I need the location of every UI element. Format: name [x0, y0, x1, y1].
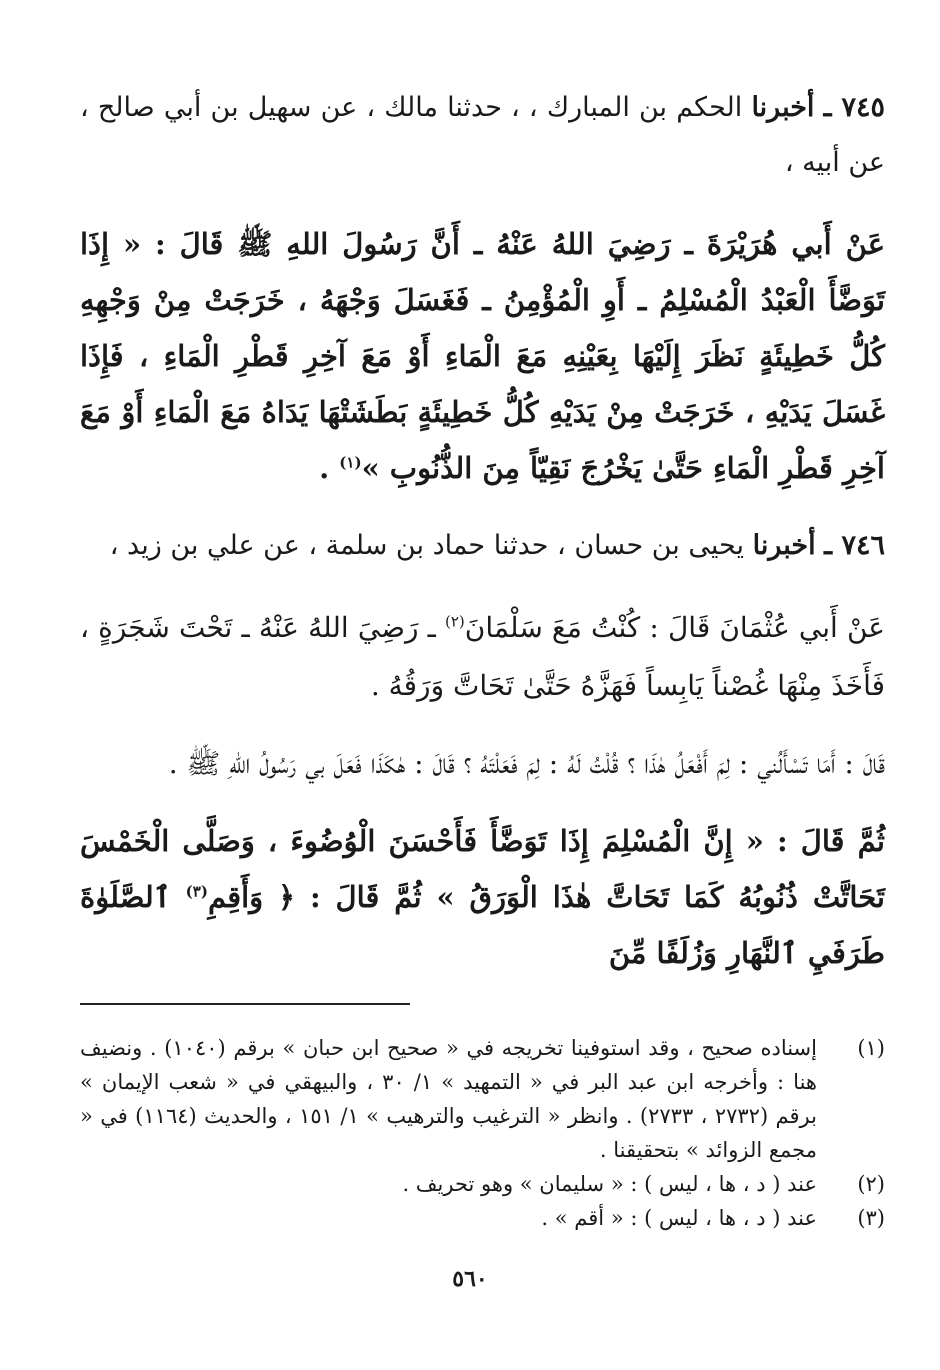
hadith-745-matn [80, 216, 885, 496]
footnote-3 [80, 1201, 885, 1235]
footnote-ref-3[interactable]: (٣) [185, 882, 208, 901]
page-number: ٥٦٠ [452, 1266, 488, 1292]
footnote-ref-2[interactable]: (٢) [444, 612, 465, 631]
footnote-3-text: عند ( د ، ها ، ليس ) : « أقم » . [541, 1206, 817, 1230]
hadith-745-lead: أخبرنا [751, 92, 815, 123]
page-content [80, 80, 885, 1235]
hadith-745-number: ٧٤٥ ـ [823, 92, 886, 123]
footnote-3-number: (٣) [857, 1206, 885, 1230]
footnote-1-text: إسناده صحيح ، وقد استوفينا تخريجه في « صحيح ابن حبان » برقم (١٠٤٠) . ونضيف هنا : وأخرجه ابن عبد البر في « التمهيد » ١/ ٣٠ ، والبيهقي في « شعب الإيمان » برقم (٢٧٣٢ ، ٢٧٣٣) . وانظر « الترغيب والترهيب » ١/ ١٥١ ، والحديث (١١٦٤) في « مجمع الزوائد » بتحقيقنا . [80, 1036, 817, 1162]
hadith-746-isnad-text: يحيى بن حسان ، حدثنا حماد بن سلمة ، عن علي بن زيد ، [109, 530, 744, 561]
footnote-2-number: (٢) [857, 1172, 885, 1196]
hadith-745-matn-end: . [319, 451, 340, 485]
hadith-746-p1-text-b: ـ رَضِيَ اللهُ عَنْهُ ـ تَحْتَ شَجَرَةٍ ، فَأَخَذَ مِنْهَا غُصْناً يَابِساً فَهَزَّهُ حَتَّىٰ تَحَاتَّ وَرَقُهُ . [80, 611, 885, 702]
hadith-746-p3-text-b: ٱلصَّلَوٰةَ طَرَفَيِ ٱلنَّهَارِ وَزُلَفًا مِّنَ [80, 880, 885, 970]
hadith-746-p3-text-a: ثُمَّ قَالَ : « إِنَّ الْمُسْلِمَ إِذَا تَوَضَّأَ فَأَحْسَنَ الْوُضُوءَ ، وَصَلَّى الْخَمْسَ تَحَاتَّتْ ذُنُوبُهُ كَمَا تَحَاتَّ هٰذَا الْوَرَقُ » ثُمَّ قَالَ : ﴿ وَأَقِمِ [80, 824, 885, 914]
hadith-746-paragraph-1 [80, 599, 885, 715]
hadith-746-isnad [80, 518, 885, 573]
hadith-746-p2-text: قَالَ : أَمَا تَسْأَلُني : لِمَ أَفْعَلُ هٰذَا ؟ قُلْتُ لَهُ : لِمَ فَعَلْتَهُ ؟ قَالَ : هٰكَذَا فَعَلَ بي رَسُولُ اللهِ ﷺ . [168, 747, 885, 780]
hadith-745-isnad [80, 80, 885, 190]
footnote-2 [80, 1167, 885, 1201]
footnote-ref-1[interactable]: (١) [339, 453, 362, 472]
footnote-1 [80, 1031, 885, 1167]
footnotes [80, 1031, 885, 1235]
footnote-separator [80, 1003, 410, 1005]
footnote-2-text: عند ( د ، ها ، ليس ) : « سليمان » وهو تحريف . [402, 1172, 817, 1196]
hadith-746-paragraph-3 [80, 813, 885, 981]
hadith-746-p1-text-a: عَنْ أَبي عُثْمَانَ قَالَ : كُنْتُ مَعَ سَلْمَانَ [464, 611, 885, 644]
hadith-746-lead: أخبرنا [752, 530, 816, 561]
hadith-745-matn-text: عَنْ أَبي هُرَيْرَةَ ـ رَضِيَ اللهُ عَنْهُ ـ أَنَّ رَسُولَ اللهِ ﷺ قَالَ : « إِذَا تَوَضَّأَ الْعَبْدُ الْمُسْلِمُ ـ أَوِ الْمُؤْمِنُ ـ فَغَسَلَ وَجْهَهُ ، خَرَجَتْ مِنْ وَجْهِهِ كُلُّ خَطِيئَةٍ نَظَرَ إِلَيْهَا بِعَيْنِهِ مَعَ الْمَاءِ أَوْ مَعَ آخِرِ قَطْرِ الْمَاءِ ، فَإِذَا غَسَلَ يَدَيْهِ ، خَرَجَتْ مِنْ يَدَيْهِ كُلُّ خَطِيئَةٍ بَطَشَتْهَا يَدَاهُ مَعَ الْمَاءِ أَوْ مَعَ آخِرِ قَطْرِ الْمَاءِ حَتَّىٰ يَخْرُجَ نَقِيّاً مِنَ الذُّنُوبِ » [80, 227, 885, 485]
hadith-746-number: ٧٤٦ ـ [824, 530, 885, 561]
footnote-1-number: (١) [857, 1036, 885, 1060]
hadith-746-paragraph-2 [80, 735, 885, 793]
hadith-745-isnad-text: الحكم بن المبارك ، ، حدثنا مالك ، عن سهيل بن أبي صالح ، عن أبيه ، [80, 92, 885, 178]
